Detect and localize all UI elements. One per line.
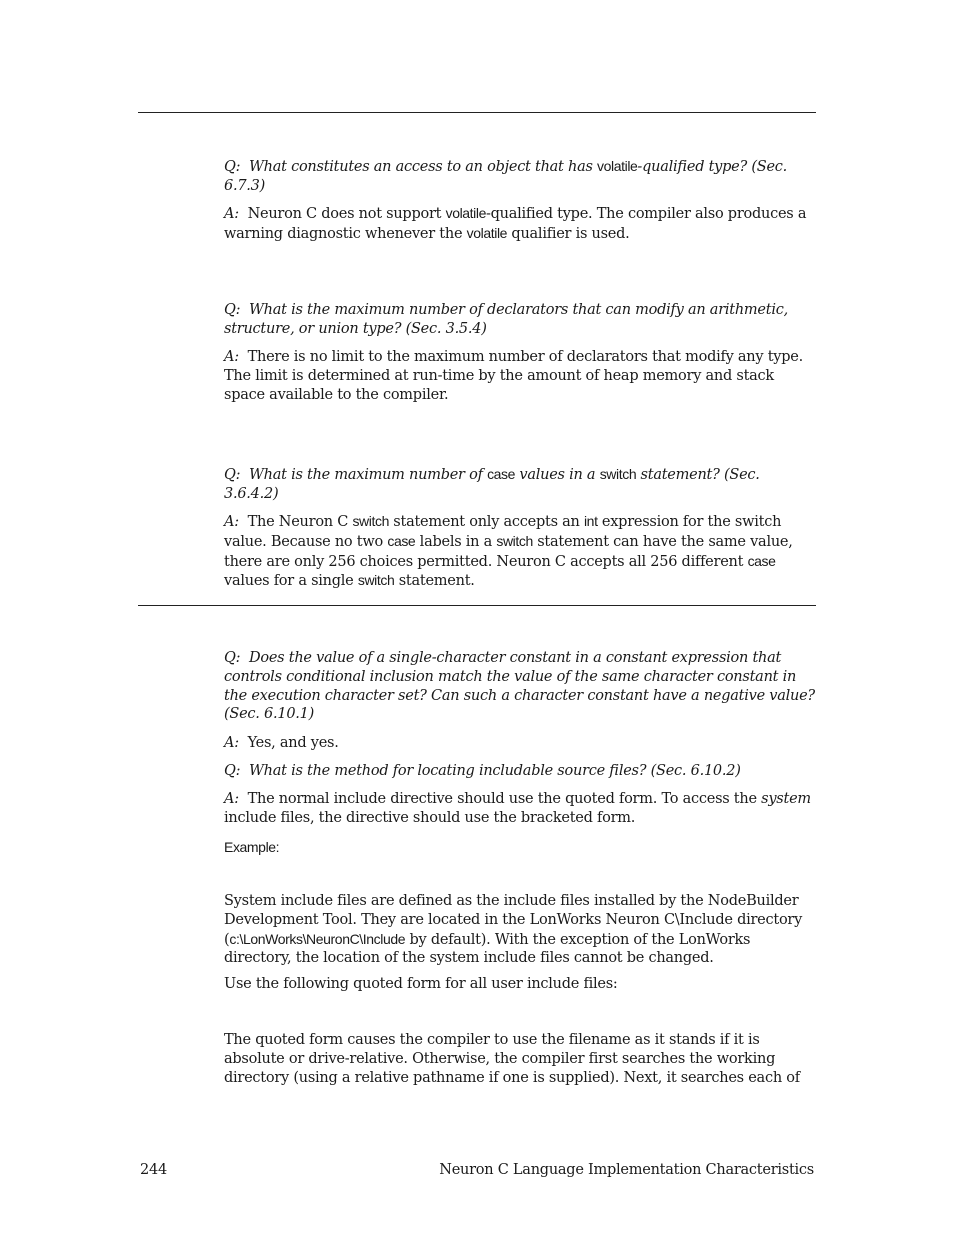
answer-declarators [224,348,816,404]
code-keyword: case [747,552,776,569]
question-declarators [224,301,816,339]
question-char-constant [224,649,816,724]
paragraph-text: System include files are defined as the include files installed by the NodeBuilder Development Tool. They are located in the LonWorks Neuron C\Include directory ( [224,893,803,948]
quoted-form-paragraph: Use the following quoted form for all user include files: [224,976,618,992]
a-label: A: [224,791,239,807]
answer-volatile [224,204,816,244]
a-text: include files, the directive should use the bracketed form. [224,809,636,826]
code-path: c:\LonWorks\NeuronC\Include [229,930,406,947]
q-text: statement? (Sec. 3.6.4.2) [224,467,760,502]
top-rule [138,112,816,113]
code-keyword: volatile [597,158,638,174]
a-text: values for a single [224,573,358,590]
q-text: What constitutes an access to an object that has [249,159,598,175]
q-text: What is the maximum number of [249,467,488,483]
code-keyword: switch [357,572,395,589]
q-label: Q: [224,763,241,779]
code-keyword: int [583,513,598,529]
q-text: -qualified type? (Sec. 6.7.3) [224,159,788,194]
code-keyword: case [387,532,416,549]
paragraph-text: by default). With the exception of the LonWorks directory, the location of the system include files cannot be changed. [224,931,751,967]
question-case-values [224,465,816,504]
answer-char-constant [224,734,816,753]
a-text: statement. [394,573,475,590]
page-number: 244 [140,1162,167,1178]
footer-title: Neuron C Language Implementation Characteristics [439,1162,814,1178]
a-text: Yes, and yes. [247,735,339,751]
q-text: What is the method for locating includable source files? (Sec. 6.10.2) [249,763,741,779]
a-label: A: [224,349,239,365]
section-rule [138,605,816,606]
a-label: A: [224,514,239,530]
a-label: A: [224,735,239,751]
a-label: A: [224,206,239,222]
q-label: Q: [224,302,241,318]
a-text: expression for the switch value. Because no two [224,514,782,550]
q-text: Does the value of a single-character constant in a constant expression that controls conditional inclusion match the value of the same character constant in the execution character set? Can such a character constant have a negative value? (Sec. 6.10.1) [224,650,815,723]
a-text: labels in a [415,533,497,550]
q-label: Q: [224,467,241,483]
a-text: -qualified type. The compiler also produces a warning diagnostic whenever the [224,206,807,242]
q-text: What is the maximum number of declarators that can modify an arithmetic, structure, or union type? (Sec. 3.5.4) [224,302,788,337]
code-keyword: switch [352,513,389,529]
question-include-files [224,762,816,781]
answer-include-files [224,790,816,828]
a-text: Neuron C does not support [247,206,446,222]
q-text: values in a [515,467,600,483]
code-keyword: switch [599,466,637,482]
emphasis-system: system [761,791,811,807]
code-keyword: volatile [466,224,508,241]
code-keyword: switch [496,532,533,549]
code-keyword: volatile [445,205,486,221]
a-text: statement can have the same value, there are only 256 choices permitted. Neuron C accepts all 256 different [224,533,793,570]
a-text: The Neuron C [247,514,353,530]
a-text: There is no limit to the maximum number of declarators that modify any type. The limit is determined at run-time by the amount of heap memory and stack space available to the compiler. [224,349,803,403]
quoted-form-explanation: The quoted form causes the compiler to use the filename as it stands if it is absolute or drive-relative. Otherwise, the compiler first searches the working directory (using a relative pathname if one is supplied). Next, it searches each of [224,1032,800,1086]
a-text: qualifier is used. [507,225,630,242]
system-include-paragraph [224,892,816,968]
question-volatile [224,157,816,196]
answer-case-values [224,512,816,591]
q-label: Q: [224,159,241,175]
a-text: statement only accepts an [388,514,584,530]
q-label: Q: [224,650,241,666]
example-label: Example: [224,839,280,855]
code-keyword: case [487,466,516,482]
a-text: The normal include directive should use the quoted form. To access the [247,791,762,807]
